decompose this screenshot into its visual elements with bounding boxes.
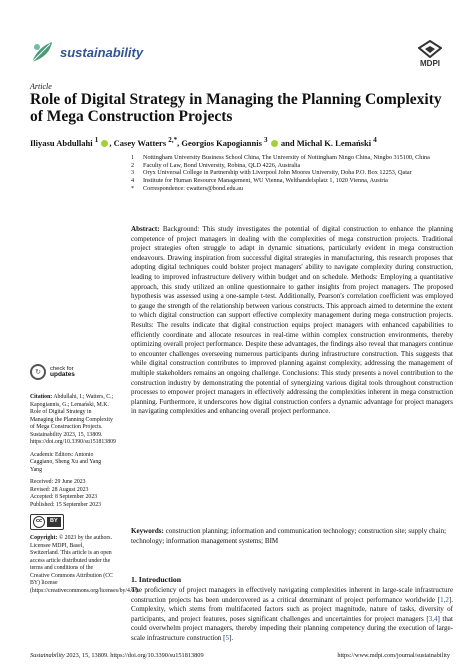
academic-editors: Academic Editors: Antonio Caggiano, Sheng Xu and Yang Yang: [30, 451, 102, 473]
copyright-block: [30, 535, 140, 595]
abstract: [131, 225, 453, 417]
author-affiliation-mark: 2,*: [168, 136, 178, 144]
dates-block: [30, 479, 114, 509]
publisher-name: MDPI: [420, 59, 440, 68]
citation-label: Citation:: [30, 394, 53, 400]
check-updates-badge[interactable]: [30, 364, 75, 380]
author-name[interactable]: Iliyasu Abdullahi: [30, 137, 93, 148]
abstract-label: Abstract:: [131, 225, 160, 233]
updates-label: updates: [50, 371, 75, 378]
mdpi-logo[interactable]: [418, 40, 442, 68]
footer-url[interactable]: https://www.mdpi.com/journal/sustainability: [337, 652, 450, 659]
keywords-text: construction planning; information and communication technology; construction site; supply chain; technology; information management systems; BIM: [131, 527, 447, 545]
correspondence: * Correspondence: cwatters@bond.edu.au: [131, 184, 244, 192]
page-footer: [30, 652, 450, 659]
author-list: Iliyasu Abdullahi $^1$ , Casey Watters $^{2,*}$, Georgios Kapogiannis $^3$ and Michal K. Lemański $^4$: [30, 136, 377, 148]
journal-name: sustainability: [60, 44, 144, 60]
article-type: Article: [30, 82, 52, 91]
author-affiliation-mark: 1: [94, 136, 99, 144]
leaf-icon: [30, 40, 54, 64]
keywords: [131, 527, 453, 546]
affiliation-item: 4 Institute for Human Resource Management, WU Vienna, Welthandelsplatz 1, 1020 Vienna, Austria: [131, 177, 388, 185]
author-name[interactable]: Michal K. Lemański: [296, 137, 372, 148]
journal-logo[interactable]: [30, 40, 143, 64]
cc-icon: cc: [33, 516, 45, 528]
updates-check-text: check for: [50, 365, 74, 372]
citation-block: [30, 394, 114, 447]
author-name[interactable]: Georgios Kapogiannis: [181, 137, 262, 148]
cc-by-label: BY: [47, 517, 61, 527]
affiliation-item: 2 Faculty of Law, Bond University, Robina, QLD 4226, Australia: [131, 161, 301, 169]
revised-date: Revised: 28 August 2023: [30, 486, 89, 493]
affiliations: [131, 154, 451, 193]
footer-journal: Sustainability: [30, 652, 65, 659]
article-title: Role of Digital Strategy in Managing the Planning Complexity of Mega Construction Projects: [30, 91, 442, 125]
orcid-icon[interactable]: [101, 140, 108, 147]
affiliation-item: 3 Oryx Universal College in Partnership with Liverpool John Moores University, Doha P.O. Box 12253, Qatar: [131, 169, 412, 177]
affiliation-item: 1 Nottingham University Business School China, The University of Nottingham Ningo China, Ningbo 315100, China: [131, 154, 430, 161]
updates-icon: ↻: [30, 364, 46, 380]
copyright-text: © 2023 by the authors. Licensee MDPI, Basel, Switzerland. This article is an open access article distributed under the terms and conditions of the Creative Commons Attribution (CC BY) license (https://creativecommons.org/licenses/by/4.0/).: [30, 535, 140, 594]
accepted-date: Accepted: 8 September 2023: [30, 494, 98, 500]
copyright-label: Copyright:: [30, 535, 58, 541]
section-heading: 1. Introduction: [131, 575, 182, 584]
footer-citation: [30, 652, 204, 659]
abstract-text: Background: This study investigates the potential of digital construction to enhance the planning competence of project managers in dealing with the complexities of mega construction projects. Traditional project strategies often struggle to adapt in dynamic situations, particularly evident in mega construction endeavours. Drawing inspiration from successful digital strategies in manufacturing, this research proposes that adopting digital techniques could bolster project managers' ability to navigate complexity during construction, leading to improved infrastructure delivery within budget and on schedule. Methods: Employing a quantitative approach, this study utilized an online questionnaire to gather insights from project managers. The proposed hypothesis was assessed using a one-sample t-test. Additionally, Pearson's correlation coefficient was employed to gauge the strength of the relationship between various constructs. This approach aimed to determine the extent to which digital construction can support effective complexity management during mega construction projects. Results: The results indicate that digital construction equips project managers with enhanced capabilities to efficiently coordinate and allocate resources in real-time within complex construction environments, thereby optimizing overall project performance. Despite these advantages, the findings also reveal that managers continue to encounter challenges overseeing numerous participants during infrastructure construction. This suggests that while digital construction contributes to improved planning against complexity, addressing the management of multiple stakeholders remains an ongoing challenge. Conclusions: This study presents a novel contribution to the construction industry by demonstrating the potential of synergizing various digital tools throughout construction processes to empower project managers in effectively addressing the complexities inherent in mega construction planning. Furthermore, it underscores how digital construction confers a dynamic advantage for project managers in navigating complexities and enhancing overall project performance.: [131, 225, 454, 416]
orcid-icon[interactable]: [271, 140, 278, 147]
published-date: Published: 15 September 2023: [30, 501, 102, 508]
intro-paragraph: The proficiency of project managers in effectively navigating complexities inherent in large-scale infrastructure construction projects has been undercovered as a critical determinant of project performance worldwide [1,2]. Complexity, which stems from multifaceted factors such as project magnitude, nature of tasks, diversity of participants, and project features, poses significant challenges and uncertainties for project managers [3,4] that could overwhelm project managers, thereby impeding their planning competency during the execution of large-scale infrastructure construction [5].: [131, 586, 453, 642]
citation-link[interactable]: 3,4: [428, 614, 438, 623]
received-date: Received: 29 June 2023: [30, 479, 86, 485]
mdpi-emblem-icon: [418, 40, 442, 58]
author-name[interactable]: Casey Watters: [113, 137, 167, 148]
author-affiliation-mark: 3: [264, 136, 268, 144]
citation-link[interactable]: 5: [225, 633, 230, 642]
cc-license-badge[interactable]: [30, 514, 114, 530]
footer-doi[interactable]: 2023, 15, 13809. https://doi.org/10.3390/su151813809: [66, 652, 204, 659]
article-sidebar: [30, 394, 140, 600]
citation-link[interactable]: 1,2: [440, 595, 449, 604]
keywords-label: Keywords:: [131, 527, 164, 535]
citation-text[interactable]: Abdullahi, I.; Watters, C.; Kapogiannis, G.; Lemański, M.K. Role of Digital Strategy in Managing the Planning Complexity of Mega Construction Projects. Sustainability 2023, 15, 13809. https://doi.org/10.3390/su151813809: [30, 394, 116, 445]
author-affiliation-mark: 4: [373, 136, 377, 144]
